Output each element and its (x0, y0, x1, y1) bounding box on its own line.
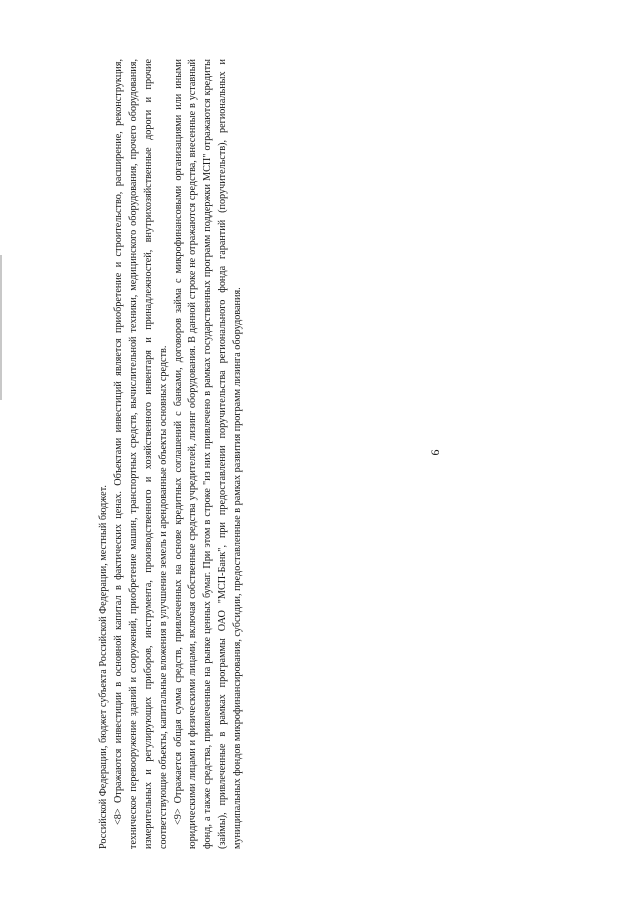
page-number: 9 (428, 449, 443, 456)
page-edge-rule (0, 255, 2, 400)
footnote-8: <8> Отражаются инвестиции в основной капитал в фактических ценах. Объектами инвестиций является приобретение и строительство, расширение, реконструкция, техническое перевооружение зданий и сооружений, приобретение машин, транспортных средств, вычислительной техники, медицинского оборудования, прочего оборудования, измерительных и регулирующих приборов, инструмента, производственного и хозяйственного инвентаря и принадлежностей, внутрихозяйственные дороги и прочие соответствующие объекты, капитальные вложения в улучшение земель и арендованные объекты основных средств. (112, 59, 169, 849)
document-body (97, 59, 246, 849)
footnote-9: <9> Отражается общая сумма средств, привлеченных на основе кредитных соглашений с банками, договоров займа с микрофинансовыми организациями или иными юридическими лицами и физическими лицами, включая собственные средства учредителей, лизинг оборудования. В данной строке не отражаются средства, внесенные в уставный фонд, а также средства, привлеченные на рынке ценных бумаг. При этом в строке "из них привлечено в рамках государственных программ поддержки МСП" отражаются кредиты (займы), привлеченные в рамках программы ОАО "МСП-Банк", при предоставлении поручительства регионального фонда гарантий (поручительств), региональных и муниципальных фондов микрофинансирования, субсидии, предоставленные в рамках развития программ лизинга оборудования. (172, 59, 244, 849)
paragraph-budget-continuation: Российской Федерации, бюджет субъекта Российской Федерации, местный бюджет. (98, 485, 109, 849)
